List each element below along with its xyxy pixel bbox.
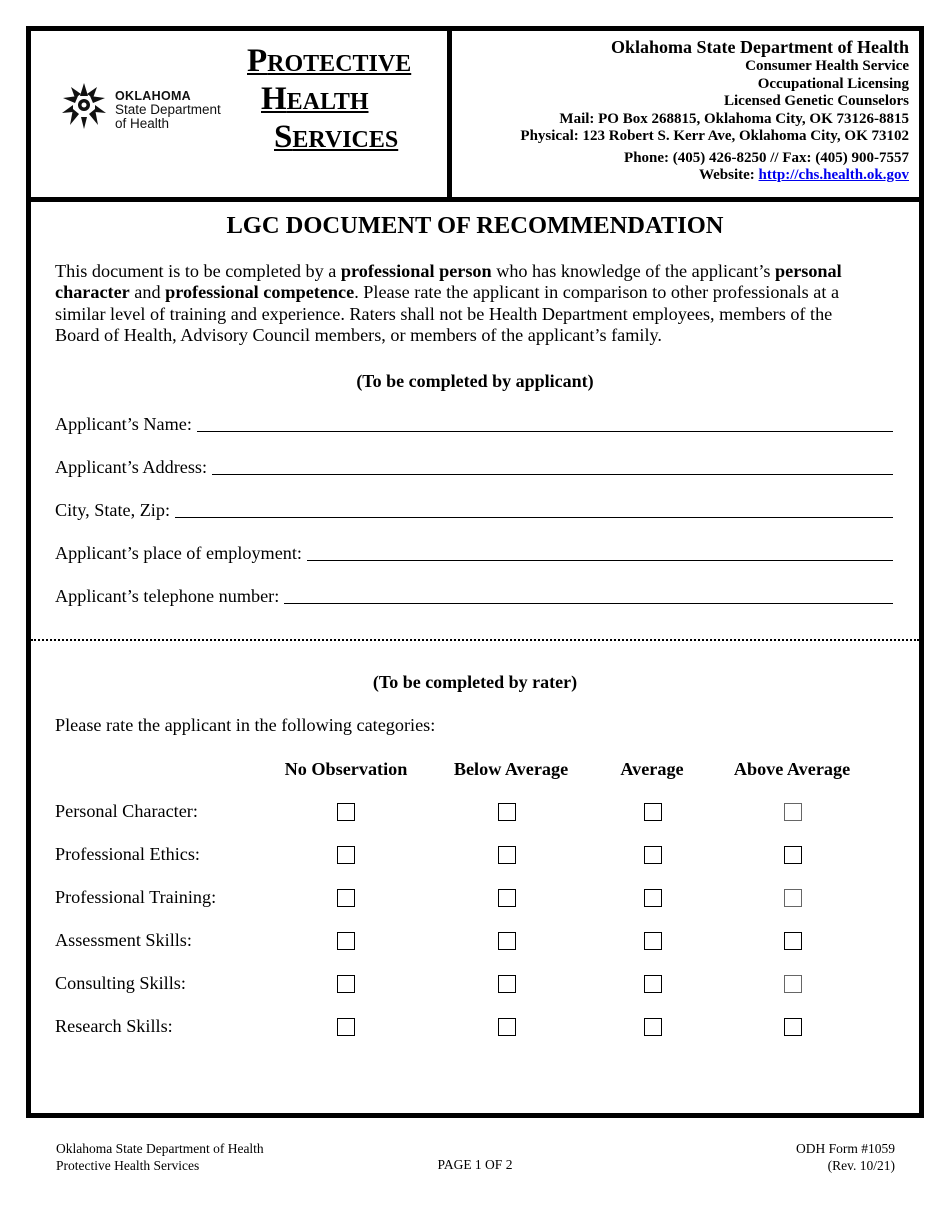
phone-fax: Phone: (405) 426-8250 // Fax: (405) 900-7557 — [624, 149, 909, 166]
row-label-research-skills: Research Skills: — [55, 1016, 173, 1036]
research-skills-below-average-checkbox[interactable] — [498, 1018, 516, 1036]
program-word3-rest: ERVICES — [292, 127, 399, 153]
program-word3-cap: S — [274, 119, 293, 155]
professional-training-above-average-checkbox[interactable] — [784, 889, 802, 907]
column-average: Average — [620, 759, 684, 779]
mail-address: Mail: PO Box 268815, Oklahoma City, OK 73126-8815 — [559, 110, 909, 127]
logo-line-2: State Department — [115, 102, 221, 117]
header-left — [31, 31, 447, 197]
consulting-skills-below-average-checkbox[interactable] — [498, 975, 516, 993]
professional-training-average-checkbox[interactable] — [644, 889, 662, 907]
field-label: Applicant’s place of employment: — [55, 543, 302, 563]
field-label: Applicant’s telephone number: — [55, 586, 280, 606]
service-name: Consumer Health Service — [745, 58, 909, 74]
place-of-employment-field[interactable] — [55, 540, 893, 564]
personal-character-above-average-checkbox[interactable] — [784, 803, 802, 821]
form-revision: (Rev. 10/21) — [827, 1157, 895, 1173]
website-link[interactable]: http://chs.health.ok.gov — [758, 167, 909, 183]
research-skills-above-average-checkbox[interactable] — [784, 1018, 802, 1036]
contact-block — [520, 37, 909, 185]
header-right — [452, 31, 919, 197]
applicant-name-field[interactable] — [55, 411, 893, 435]
consulting-skills-average-checkbox[interactable] — [644, 975, 662, 993]
footer-agency: Oklahoma State Department of Health — [56, 1141, 264, 1156]
professional-ethics-no-observation-checkbox[interactable] — [337, 846, 355, 864]
intro-text-3: and — [129, 282, 166, 303]
intro-text-4: . Please rate the applicant in comparison to other professionals at a similar level of training and experience. Raters shall not be Health Department employees, members of the Board of Health, Advisory Council members, or members of the applicant’s family. — [55, 282, 840, 345]
website-label: Website: — [698, 167, 759, 183]
osdh-logo — [59, 79, 239, 135]
row-label-personal-character: Personal Character: — [55, 801, 198, 821]
field-label: Applicant’s Name: — [55, 414, 192, 434]
section-divider — [31, 639, 919, 641]
row-label-assessment-skills: Assessment Skills: — [55, 930, 192, 950]
intro-text-2: who has knowledge of the applicant’s — [491, 261, 775, 281]
intro-bold-3: professional competence — [165, 282, 355, 303]
rater-section-heading: (To be completed by rater) — [372, 672, 578, 692]
research-skills-average-checkbox[interactable] — [644, 1018, 662, 1036]
agency-name: Oklahoma State Department of Health — [611, 37, 909, 57]
professional-ethics-average-checkbox[interactable] — [644, 846, 662, 864]
professional-training-no-observation-checkbox[interactable] — [337, 889, 355, 907]
division-name: Occupational Licensing — [757, 75, 909, 92]
form-number: ODH Form #1059 — [795, 1141, 895, 1156]
city-state-zip-input[interactable] — [175, 499, 893, 518]
program-word1-rest: ROTECTIVE — [267, 51, 412, 77]
page-number: PAGE 1 OF 2 — [437, 1157, 513, 1172]
website-row — [520, 167, 909, 185]
logo-text — [115, 89, 221, 131]
footer-division: Protective Health Services — [56, 1157, 200, 1173]
field-label: Applicant’s Address: — [55, 457, 208, 477]
personal-character-below-average-checkbox[interactable] — [498, 803, 516, 821]
row-label-professional-training: Professional Training: — [55, 887, 217, 907]
form-frame — [26, 26, 924, 1118]
logo-line-1: OKLAHOMA — [115, 89, 192, 103]
consulting-skills-above-average-checkbox[interactable] — [784, 975, 802, 993]
intro-paragraph — [55, 261, 875, 346]
header — [31, 31, 919, 202]
assessment-skills-average-checkbox[interactable] — [644, 932, 662, 950]
assessment-skills-below-average-checkbox[interactable] — [498, 932, 516, 950]
place-of-employment-input[interactable] — [307, 542, 893, 561]
consulting-skills-no-observation-checkbox[interactable] — [337, 975, 355, 993]
physical-address: Physical: 123 Robert S. Kerr Ave, Oklahoma City, OK 73102 — [520, 128, 909, 144]
rating-prompt: Please rate the applicant in the following categories: — [55, 715, 436, 735]
research-skills-no-observation-checkbox[interactable] — [337, 1018, 355, 1036]
intro-bold-1: professional person — [340, 261, 492, 281]
intro-text-1: This document is to be completed by a — [55, 261, 341, 281]
city-state-zip-field[interactable] — [55, 497, 893, 521]
intro-bold-2: personal character — [55, 261, 842, 303]
telephone-input[interactable] — [284, 585, 893, 604]
program-word1-cap: P — [247, 43, 268, 79]
applicant-section-heading: (To be completed by applicant) — [356, 371, 594, 391]
field-label: City, State, Zip: — [55, 500, 171, 520]
document-title: LGC DOCUMENT OF RECOMMENDATION — [226, 212, 724, 239]
program-name: Licensed Genetic Counselors — [724, 93, 909, 109]
professional-training-below-average-checkbox[interactable] — [498, 889, 516, 907]
row-label-consulting-skills: Consulting Skills: — [55, 973, 186, 993]
assessment-skills-above-average-checkbox[interactable] — [784, 932, 802, 950]
osdh-star-icon — [59, 81, 109, 131]
logo-line-3: of Health — [115, 116, 170, 131]
applicant-name-input[interactable] — [197, 413, 893, 432]
program-word2-cap: H — [261, 81, 287, 117]
column-below-average: Below Average — [453, 759, 569, 779]
program-word2-rest: EALTH — [286, 89, 369, 115]
personal-character-no-observation-checkbox[interactable] — [337, 803, 355, 821]
personal-character-average-checkbox[interactable] — [644, 803, 662, 821]
assessment-skills-no-observation-checkbox[interactable] — [337, 932, 355, 950]
footer-right — [796, 1141, 895, 1174]
professional-ethics-above-average-checkbox[interactable] — [784, 846, 802, 864]
column-above-average: Above Average — [733, 759, 851, 779]
program-title — [247, 45, 411, 159]
column-no-observation: No Observation — [284, 759, 408, 779]
telephone-field[interactable] — [55, 583, 893, 607]
professional-ethics-below-average-checkbox[interactable] — [498, 846, 516, 864]
row-label-professional-ethics: Professional Ethics: — [55, 844, 200, 864]
applicant-address-field[interactable] — [55, 454, 893, 478]
applicant-address-input[interactable] — [212, 456, 893, 475]
